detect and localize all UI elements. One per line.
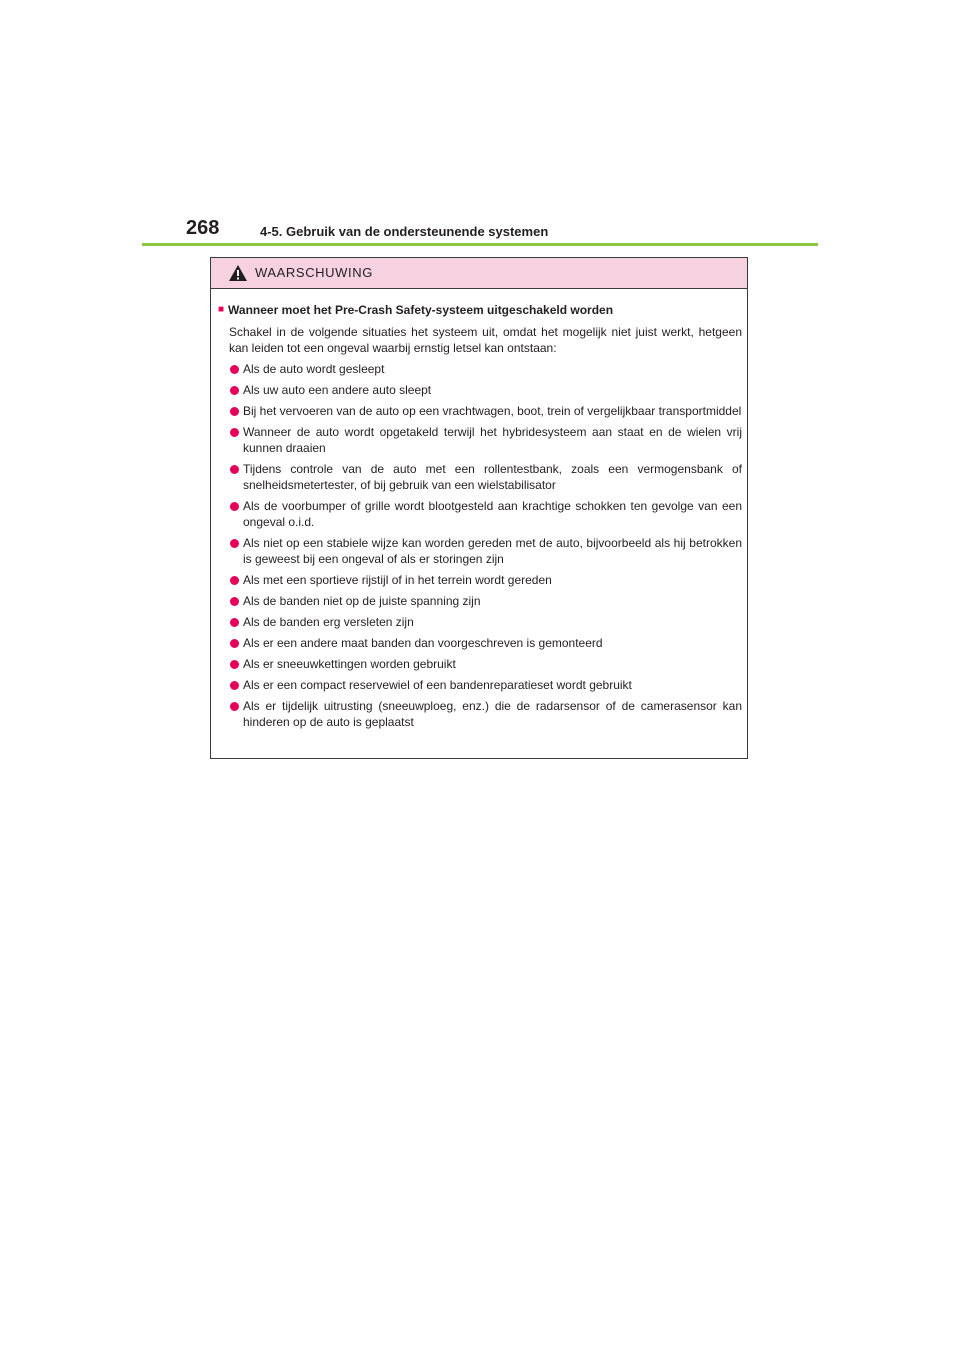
round-bullet-icon	[230, 407, 239, 416]
page-header	[142, 212, 818, 246]
list-item	[218, 424, 742, 456]
round-bullet-icon	[230, 428, 239, 437]
header-rule	[142, 243, 818, 246]
list-item	[218, 461, 742, 493]
list-item	[218, 535, 742, 567]
list-item	[218, 382, 742, 398]
list-item-text: Als de banden erg versleten zijn	[243, 615, 414, 629]
list-item	[218, 614, 742, 630]
list-item-text: Tijdens controle van de auto met een rollentestbank, zoals een vermogensbank of snelheidsmetertester, of bij gebruik van een wielstabilisator	[243, 462, 742, 492]
list-item	[218, 498, 742, 530]
list-item-text: Als niet op een stabiele wijze kan worden gereden met de auto, bijvoorbeeld als hij betrokken is geweest bij een ongeval of als er storingen zijn	[243, 536, 742, 566]
warning-title: WAARSCHUWING	[255, 265, 373, 280]
list-item-text: Als er een andere maat banden dan voorgeschreven is gemonteerd	[243, 636, 603, 650]
list-item-text: Als de auto wordt gesleept	[243, 362, 385, 376]
warning-header	[211, 258, 747, 289]
round-bullet-icon	[230, 465, 239, 474]
list-item	[218, 677, 742, 693]
round-bullet-icon	[230, 365, 239, 374]
warning-intro: Schakel in de volgende situaties het systeem uit, omdat het mogelijk niet juist werkt, hetgeen kan leiden tot een ongeval waarbij ernstig letsel kan ontstaan:	[229, 325, 742, 355]
list-item-text: Als de voorbumper of grille wordt blootgesteld aan krachtige schokken ten gevolge van een ongeval o.i.d.	[243, 499, 742, 529]
list-item	[218, 698, 742, 730]
round-bullet-icon	[230, 660, 239, 669]
round-bullet-icon	[230, 386, 239, 395]
section-title: 4-5. Gebruik van de ondersteunende systemen	[260, 224, 549, 239]
list-item	[218, 572, 742, 588]
list-item	[218, 656, 742, 672]
warning-list	[218, 361, 742, 730]
list-item	[218, 403, 742, 419]
list-item-text: Als er sneeuwkettingen worden gebruikt	[243, 657, 456, 671]
warning-box	[210, 257, 748, 759]
list-item-text: Als de banden niet op de juiste spanning zijn	[243, 594, 481, 608]
round-bullet-icon	[230, 618, 239, 627]
warning-body	[211, 289, 747, 730]
list-item	[218, 593, 742, 609]
page-number: 268	[186, 217, 220, 239]
list-item	[218, 635, 742, 651]
round-bullet-icon	[230, 502, 239, 511]
list-item-text: Als er een compact reservewiel of een bandenreparatieset wordt gebruikt	[243, 678, 632, 692]
list-item-text: Als er tijdelijk uitrusting (sneeuwploeg, enz.) die de radarsensor of de camerasensor kan hinderen op de auto is geplaatst	[243, 699, 742, 729]
round-bullet-icon	[230, 681, 239, 690]
warning-triangle-icon	[228, 264, 248, 282]
warning-heading-text: Wanneer moet het Pre-Crash Safety-systeem uitgeschakeld worden	[228, 303, 614, 317]
list-item-text: Als met een sportieve rijstijl of in het terrein wordt gereden	[243, 573, 552, 587]
round-bullet-icon	[230, 639, 239, 648]
list-item-text: Als uw auto een andere auto sleept	[243, 383, 432, 397]
round-bullet-icon	[230, 539, 239, 548]
round-bullet-icon	[230, 597, 239, 606]
square-bullet-icon: ■	[218, 304, 225, 315]
list-item-text: Bij het vervoeren van de auto op een vrachtwagen, boot, trein of vergelijkbaar transportmiddel	[243, 404, 742, 418]
round-bullet-icon	[230, 702, 239, 711]
list-item	[218, 361, 742, 377]
list-item-text: Wanneer de auto wordt opgetakeld terwijl het hybridesysteem aan staat en de wielen vrij kunnen draaien	[243, 425, 742, 455]
warning-heading	[218, 302, 742, 318]
round-bullet-icon	[230, 576, 239, 585]
